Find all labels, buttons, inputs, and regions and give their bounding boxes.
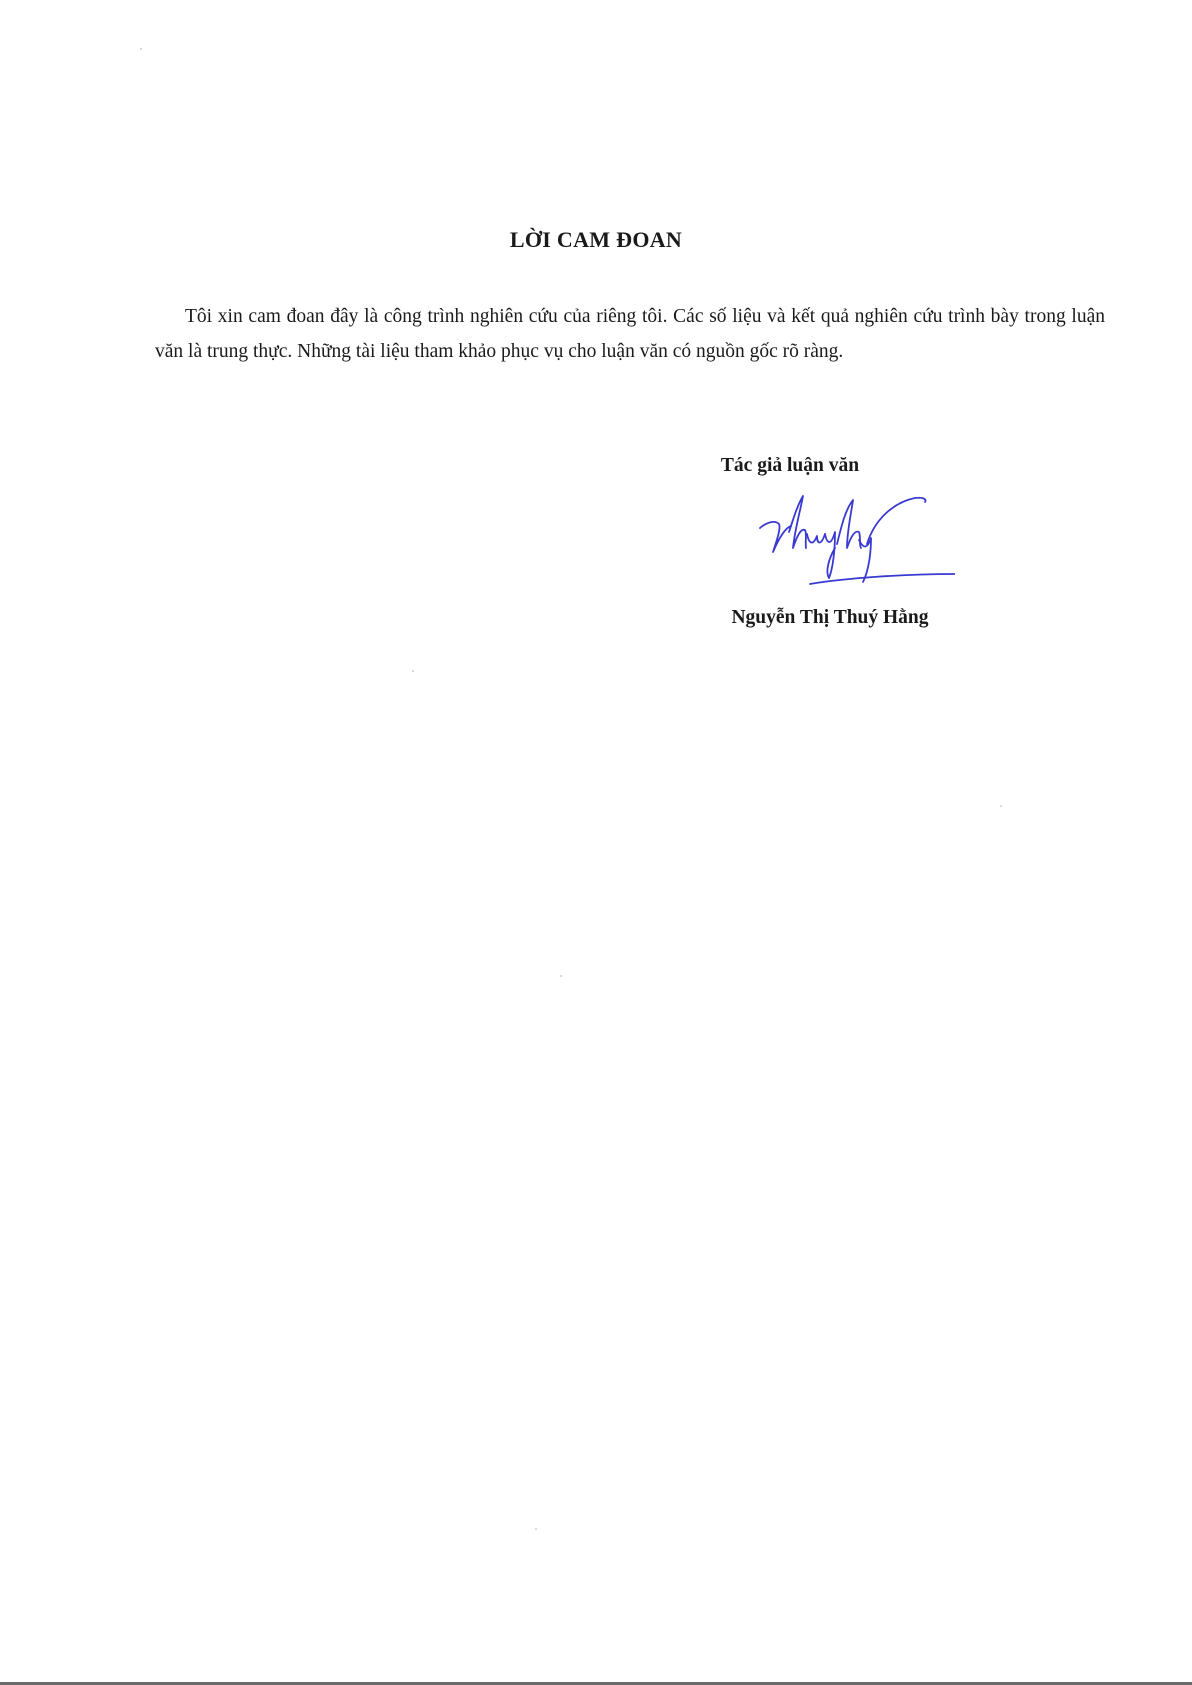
scan-speck bbox=[140, 48, 142, 50]
scan-speck bbox=[560, 975, 562, 977]
scan-speck bbox=[1000, 805, 1002, 807]
scan-speck bbox=[412, 670, 414, 672]
author-label: Tác giả luận văn bbox=[720, 455, 860, 476]
declaration-text: Tôi xin cam đoan đây là công trình nghiên cứu của riêng tôi. Các số liệu và kết quả nghiên cứu trình bày trong luận văn là trung thực. Những tài liệu tham khảo phục vụ cho luận văn có nguồn gốc rõ ràng. bbox=[155, 306, 1105, 362]
document-title: LỜI CAM ĐOAN bbox=[509, 227, 683, 252]
declaration-paragraph bbox=[155, 299, 1105, 369]
handwritten-signature bbox=[755, 492, 955, 592]
scan-speck bbox=[535, 1528, 537, 1530]
author-name: Nguyễn Thị Thuý Hằng bbox=[731, 607, 929, 628]
